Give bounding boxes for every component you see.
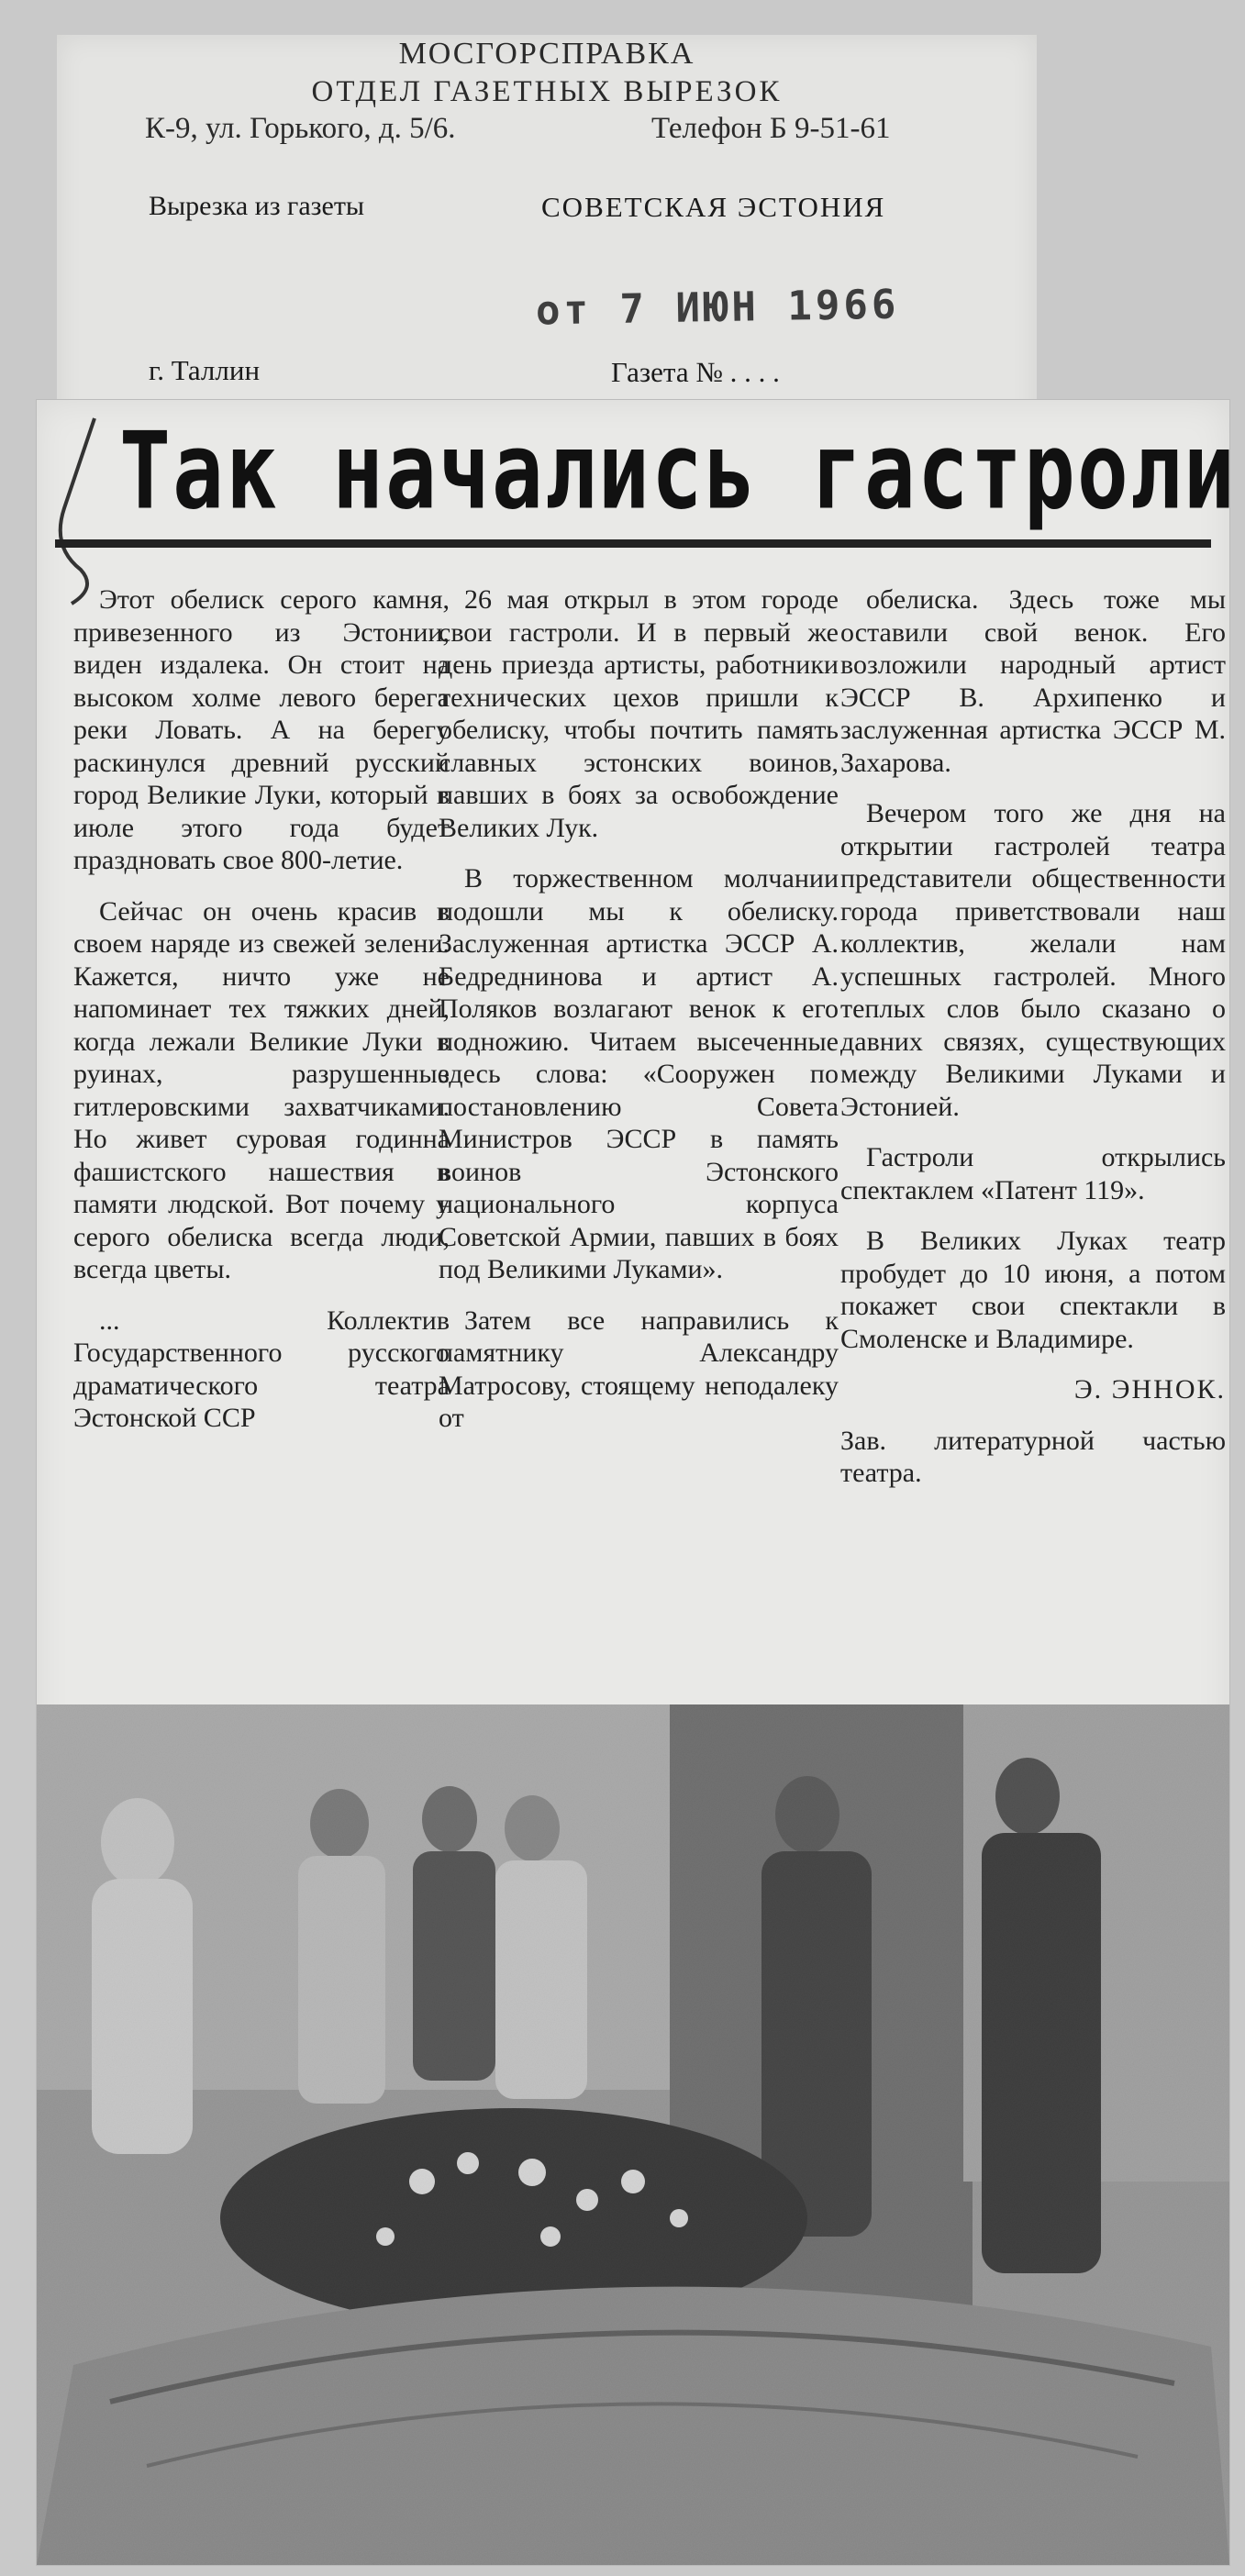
phone: Телефон Б 9-51-61: [651, 112, 891, 145]
newspaper-name: СОВЕТСКАЯ ЭСТОНИЯ: [541, 191, 886, 223]
date-stamp: от 7 ИЮН 1966: [535, 281, 900, 335]
article-column-2: [439, 583, 839, 1453]
pencil-slash-mark: [44, 400, 117, 611]
article-column-3: [840, 583, 1226, 1508]
paragraph: обелиска. Здесь тоже мы оставили свой венок. Его возложили народный артист ЭССР В. Архипенко и заслуженная артистка ЭССР М. Захарова.: [840, 584, 1226, 778]
paragraph: 26 мая открыл в этом городе свои гастроли. И в первый же день приезда артисты, работники технических цехов пришли к обелиску, чтобы почтить память славных эстонских воинов, павших в боях за освобождение Великих Лук.: [439, 584, 839, 843]
title-rule: [55, 539, 1211, 548]
article-title: Так начались гастроли: [119, 409, 1237, 533]
department-name: ОТДЕЛ ГАЗЕТНЫХ ВЫРЕЗОК: [311, 75, 783, 108]
paragraph: Этот обелиск серого камня, привезенного из Эстонии, виден издалека. Он стоит на высоком холме левого берега реки Ловать. А на берегу раскинулся древний русский город Великие Луки, который в июле этого года будет праздновать свое 800-летие.: [73, 584, 450, 875]
org-name: МОСГОРСПРАВКА: [398, 37, 695, 71]
photo-obelisk-ceremony: [37, 1704, 1229, 2565]
paragraph: Гастроли открылись спектаклем «Патент 119».: [840, 1142, 1226, 1205]
city: г. Таллин: [149, 354, 261, 386]
paragraph: В торжественном молчании подошли мы к обелиску. Заслуженная артистка ЭССР А. Бедреднинова и артист А. Поляков возлагают венок к его подножию. Читаем высеченные здесь слова: «Сооружен по постановлению Совета Министров ЭССР в память воинов Эстонского национального корпуса Советской Армии, павших в боях под Великими Луками».: [439, 863, 839, 1284]
cut-label: Вырезка из газеты: [149, 191, 365, 221]
author-title: Зав. литературной частью театра.: [840, 1425, 1226, 1488]
newspaper-clipping: [37, 400, 1237, 2565]
address: К-9, ул. Горького, д. 5/6.: [145, 112, 456, 145]
paragraph: Сейчас он очень красив в своем наряде из свежей зелени. Кажется, ничто уже не напоминает тех тяжких дней, когда лежали Великие Луки в руинах, разрушенные гитлеровскими захватчиками. Но живет суровая годинна фашистского нашествия в памяти людской. Вот почему у серого обелиска всегда люди, всегда цветы.: [73, 895, 450, 1284]
article-column-1: [73, 583, 450, 1453]
article-photo: [37, 1704, 1229, 2565]
paragraph: Вечером того же дня на открытии гастролей театра представители общественности города приветствовали наш коллектив, желали нам успешных гастролей. Много теплых слов было сказано о давних связях, существующих между Великими Луками и Эстонией.: [840, 798, 1226, 1122]
gazeta-number: Газета № . . . .: [611, 356, 780, 388]
paragraph: ... Коллектив Государственного русского драматического театра Эстонской ССР: [73, 1305, 450, 1433]
author-signature: Э. ЭННОК.: [1073, 1374, 1226, 1405]
paragraph: Затем все направились к памятнику Александру Матросову, стоящему неподалеку от: [439, 1305, 839, 1433]
clipping-service-slip: [57, 35, 1037, 439]
paragraph: В Великих Луках театр пробудет до 10 июня, а потом покажет свои спектакли в Смоленске и Владимире.: [840, 1226, 1226, 1354]
